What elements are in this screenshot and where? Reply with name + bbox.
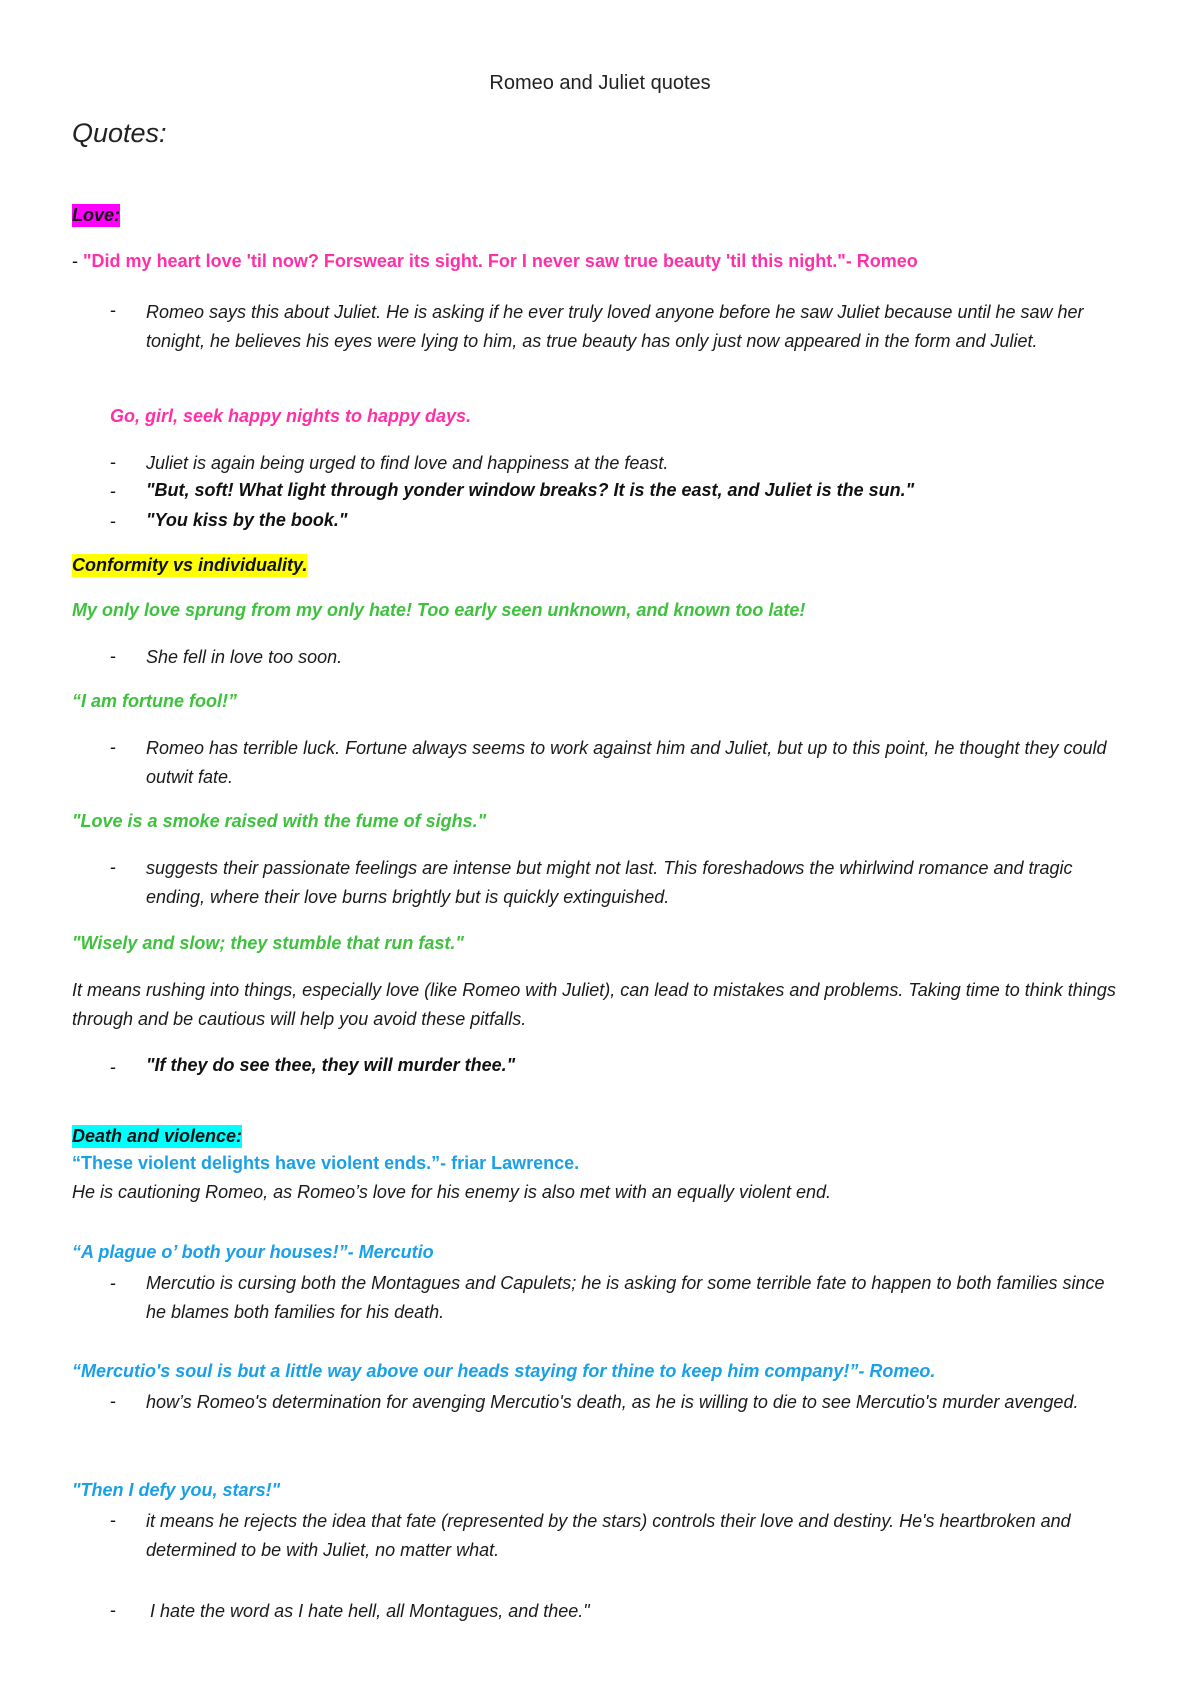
death-quote-1: “These violent delights have violent ends.”- friar Lawrence. [72, 1153, 580, 1173]
death-quote-4-note: it means he rejects the idea that fate (represented by the stars) controls their love and destiny. He's heartbroken and determined to be with Juliet, no matter what. [146, 1511, 1071, 1560]
conformity-quote-2-note: Romeo has terrible luck. Fortune always seems to work against him and Juliet, but up to this point, he thought they could outwit fate. [146, 738, 1107, 787]
page-heading: Quotes: [72, 118, 167, 148]
section-label-love: Love: [72, 205, 121, 225]
death-quote-3-note: how’s Romeo's determination for avenging Mercutio's death, as he is willing to die to see Mercutio's murder avenged. [146, 1392, 1079, 1412]
bullet-dash: - [110, 857, 116, 877]
bullet-dash: - [110, 1600, 116, 1620]
section-label-conformity: Conformity vs individuality. [72, 555, 308, 575]
love-quote-1 [72, 251, 918, 272]
bullet-dash: - [110, 481, 116, 501]
bullet-dash: - [110, 646, 116, 666]
love-quote-2-note: Juliet is again being urged to find love and happiness at the feast. [146, 453, 669, 473]
bullet-dash: - [110, 1510, 116, 1530]
bullet-dash: - [110, 300, 116, 320]
document-title: Romeo and Juliet quotes [489, 72, 711, 94]
conformity-quote-5: "If they do see thee, they will murder thee." [146, 1055, 516, 1075]
death-quote-4: "Then I defy you, stars!" [72, 1480, 281, 1500]
love-quote-4: "You kiss by the book." [146, 510, 348, 530]
bullet-dash: - [110, 1391, 116, 1411]
death-quote-2: “A plague o’ both your houses!”- Mercutio [72, 1242, 434, 1262]
love-quote-3: "But, soft! What light through yonder window breaks? It is the east, and Juliet is the sun." [146, 480, 915, 500]
bullet-dash: - [110, 452, 116, 472]
love-quote-1-note: Romeo says this about Juliet. He is asking if he ever truly loved anyone before he saw Juliet because until he saw her tonight, he believes his eyes were lying to him, as true beauty has only just now appeared in the form and Juliet. [146, 302, 1084, 351]
conformity-quote-3-note: suggests their passionate feelings are intense but might not last. This foreshadows the whirlwind romance and tragic ending, where their love burns brightly but is quickly extinguished. [146, 858, 1073, 907]
death-quote-5-note: I hate the word as I hate hell, all Montagues, and thee." [150, 1601, 590, 1621]
conformity-quote-1: My only love sprung from my only hate! Too early seen unknown, and known too late! [72, 600, 806, 620]
death-quote-2-note: Mercutio is cursing both the Montagues and Capulets; he is asking for some terrible fate to happen to both families since he blames both families for his death. [146, 1273, 1105, 1322]
bullet-dash: - [110, 511, 116, 531]
love-quote-1-text: "Did my heart love 'til now? Forswear its sight. For I never saw true beauty 'til this night."- Romeo [83, 251, 918, 271]
quote-dash: - [72, 251, 78, 271]
conformity-quote-2: “I am fortune fool!” [72, 691, 237, 711]
conformity-quote-3: "Love is a smoke raised with the fume of sighs." [72, 811, 487, 831]
section-love [72, 205, 120, 226]
section-death [72, 1126, 242, 1147]
bullet-dash: - [110, 737, 116, 757]
bullet-dash: - [110, 1273, 116, 1293]
conformity-quote-1-note: She fell in love too soon. [146, 647, 343, 667]
conformity-quote-4-note: It means rushing into things, especially love (like Romeo with Juliet), can lead to mistakes and problems. Taking time to think things through and be cautious will help you avoid these pitfalls. [72, 980, 1116, 1029]
love-quote-2: Go, girl, seek happy nights to happy days. [110, 406, 472, 426]
death-quote-3: “Mercutio's soul is but a little way above our heads staying for thine to keep him company!”- Romeo. [72, 1361, 936, 1381]
section-conformity [72, 555, 307, 576]
death-quote-1-note: He is cautioning Romeo, as Romeo’s love for his enemy is also met with an equally violent end. [72, 1182, 832, 1202]
bullet-dash: - [110, 1057, 116, 1077]
section-label-death: Death and violence: [72, 1126, 243, 1146]
conformity-quote-4: "Wisely and slow; they stumble that run fast." [72, 933, 464, 953]
